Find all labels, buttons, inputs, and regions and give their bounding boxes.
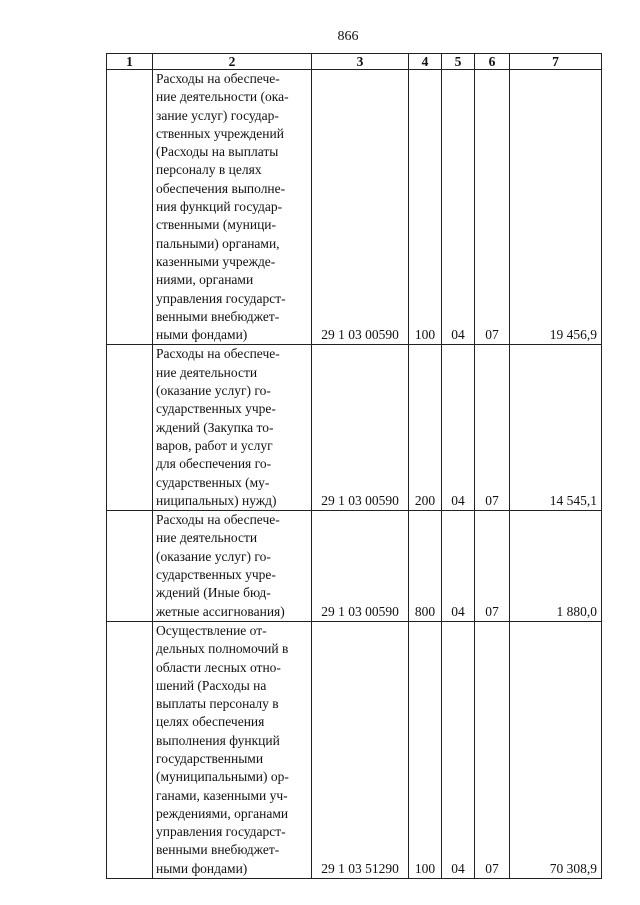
description-line: казенными учрежде- [156, 253, 276, 269]
description-line: выплаты персоналу в [156, 696, 279, 712]
table-row [107, 621, 602, 878]
description-line: жетные ассигнования) [156, 603, 285, 619]
description-line: (оказание услуг) го- [156, 383, 271, 399]
description-line: зание услуг) государ- [156, 107, 279, 123]
section-code: 04 [442, 70, 475, 345]
description-line: венными внебюджет- [156, 842, 280, 858]
description-line: пальными) органами, [156, 235, 280, 251]
description-line: реждениями, органами [156, 805, 289, 821]
description-line: варов, работ и услуг [156, 437, 273, 453]
budget-code: 29 1 03 00590 [312, 70, 409, 345]
description-line: венными внебюджет- [156, 308, 280, 324]
description-line: ганами, казенными уч- [156, 787, 288, 803]
description-line: ние деятельности (ока- [156, 89, 289, 105]
description-line: ными фондами) [156, 860, 248, 876]
budget-table [106, 53, 602, 879]
description-line: выполнения функций [156, 732, 280, 748]
description-line: области лесных отно- [156, 659, 281, 675]
expense-type: 100 [409, 621, 442, 878]
expense-type: 800 [409, 511, 442, 622]
description-line: Расходы на обеспече- [156, 71, 280, 86]
expense-description [153, 70, 312, 345]
expense-description [153, 621, 312, 878]
description-line: (муниципальными) ор- [156, 769, 289, 785]
description-line: ждений (Закупка то- [156, 419, 274, 435]
description-line: (Расходы на выплаты [156, 144, 279, 160]
column-header-6: 6 [475, 54, 510, 70]
section-code: 04 [442, 621, 475, 878]
empty-cell [107, 70, 153, 345]
expense-type: 200 [409, 345, 442, 511]
description-line: государственными [156, 750, 264, 766]
table-row [107, 511, 602, 622]
column-header-2: 2 [153, 54, 312, 70]
empty-cell [107, 511, 153, 622]
amount: 14 545,1 [510, 345, 602, 511]
description-line: ными фондами) [156, 327, 248, 343]
description-line: ния функций государ- [156, 199, 283, 215]
subsection-code: 07 [475, 70, 510, 345]
description-line: управления государст- [156, 290, 286, 306]
description-line: ние деятельности [156, 530, 258, 546]
expense-description [153, 345, 312, 511]
budget-code: 29 1 03 00590 [312, 511, 409, 622]
subsection-code: 07 [475, 511, 510, 622]
description-line: ственных учреждений [156, 125, 284, 141]
budget-code: 29 1 03 00590 [312, 345, 409, 511]
description-line: ниями, органами [156, 272, 254, 288]
amount: 19 456,9 [510, 70, 602, 345]
description-line: управления государст- [156, 824, 286, 840]
description-line: сударственных учре- [156, 567, 276, 583]
budget-code: 29 1 03 51290 [312, 621, 409, 878]
page-number: 866 [337, 29, 359, 44]
description-line: шений (Расходы на [156, 677, 267, 693]
column-header-4: 4 [409, 54, 442, 70]
column-header-1: 1 [107, 54, 153, 70]
amount: 70 308,9 [510, 621, 602, 878]
description-line: обеспечения выполне- [156, 180, 286, 196]
description-line: для обеспечения го- [156, 456, 272, 472]
section-code: 04 [442, 345, 475, 511]
subsection-code: 07 [475, 345, 510, 511]
section-code: 04 [442, 511, 475, 622]
expense-description [153, 511, 312, 622]
subsection-code: 07 [475, 621, 510, 878]
column-header-7: 7 [510, 54, 602, 70]
description-line: целях обеспечения [156, 714, 265, 730]
amount: 1 880,0 [510, 511, 602, 622]
description-line: ственными (муници- [156, 217, 277, 233]
description-line: ждений (Иные бюд- [156, 585, 271, 601]
empty-cell [107, 621, 153, 878]
description-line: персоналу в целях [156, 162, 262, 178]
table-row [107, 345, 602, 511]
column-header-3: 3 [312, 54, 409, 70]
description-line: Осуществление от- [156, 622, 267, 638]
description-line: ниципальных) нужд) [156, 492, 277, 508]
description-line: Расходы на обеспече- [156, 346, 280, 362]
column-header-5: 5 [442, 54, 475, 70]
description-line: дельных полномочий в [156, 641, 289, 657]
description-line: ние деятельности [156, 364, 258, 380]
expense-type: 100 [409, 70, 442, 345]
description-line: сударственных учре- [156, 401, 276, 417]
header-row [107, 54, 602, 70]
table-row [107, 70, 602, 345]
description-line: Расходы на обеспече- [156, 512, 280, 528]
description-line: сударственных (му- [156, 474, 270, 490]
empty-cell [107, 345, 153, 511]
description-line: (оказание услуг) го- [156, 548, 271, 564]
